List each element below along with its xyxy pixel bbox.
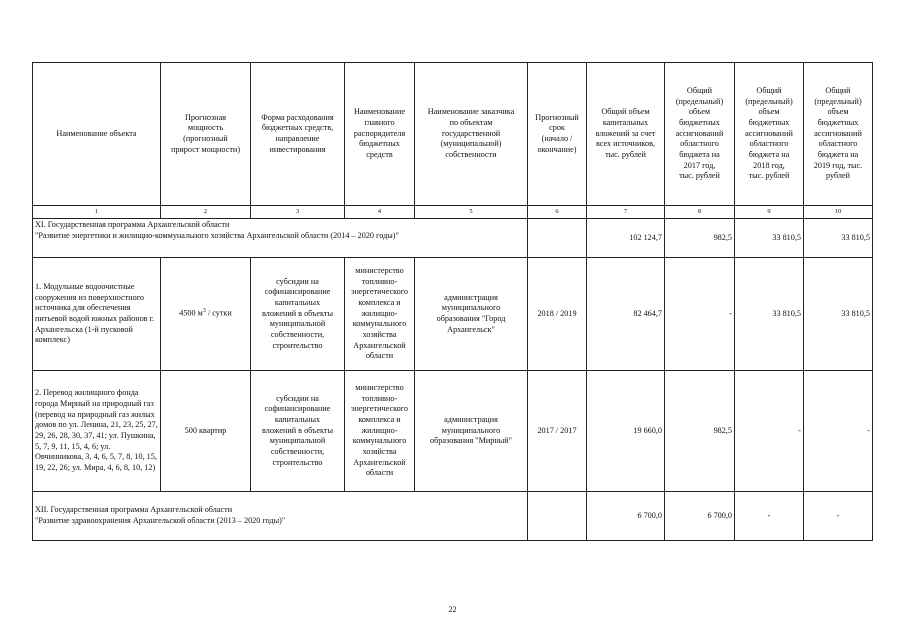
header-budget-2017: Общий (предельный) объем бюджетных ассигнований областного бюджета на 2017 год, тыс. рублей (665, 63, 735, 206)
capital-investments-table (32, 62, 873, 541)
header-total-investment: Общий объем капитальных вложений за счет всех источников, тыс. рублей (587, 63, 665, 206)
object-name: 1. Модульные водоочистные сооружения из поверхностного источника для обеспечения питьевой водой южных районов г. Архангельска (1-й пусковой комплекс) (33, 258, 161, 371)
budget-2018: - (735, 371, 804, 492)
page-number: 22 (448, 605, 457, 614)
customer: администрация муниципального образования "Город Архангельск" (415, 258, 528, 371)
header-capacity: Прогнозная мощность (прогнозный прирост мощности) (161, 63, 251, 206)
header-budget-2019: Общий (предельный) объем бюджетных ассигнований областного бюджета на 2019 год, тыс. рублей (804, 63, 873, 206)
column-number: 1 (33, 206, 161, 219)
section-budget-2019: 33 810,5 (804, 219, 873, 258)
section-row-health-program (33, 492, 873, 541)
term: 2018 / 2019 (528, 258, 587, 371)
capacity: 500 квартир (161, 371, 251, 492)
table-row (33, 371, 873, 492)
table-row (33, 258, 873, 371)
column-number: 4 (345, 206, 415, 219)
budget-2019: - (804, 371, 873, 492)
budget-manager: министерство топливно- энергетического комплекса и жилищно- коммунального хозяйства Архангельской области (345, 258, 415, 371)
spending-form: субсидии на софинансирование капитальных вложений в объекты муниципальной собственности, строительство (251, 258, 345, 371)
header-budget-2018: Общий (предельный) объем бюджетных ассигнований областного бюджета на 2018 год, тыс. рублей (735, 63, 804, 206)
empty-cell (528, 492, 587, 541)
section-row-energy-program (33, 219, 873, 258)
column-number: 3 (251, 206, 345, 219)
total-investment: 82 464,7 (587, 258, 665, 371)
section-title: XI. Государственная программа Архангельской области "Развитие энергетики и жилищно-коммунального хозяйства Архангельской области (2014 – 2020 годы)" (33, 219, 528, 258)
customer: администрация муниципального образования "Мирный" (415, 371, 528, 492)
column-number: 9 (735, 206, 804, 219)
section-total: 6 700,0 (587, 492, 665, 541)
section-title: XII. Государственная программа Архангельской области "Развитие здравоохранения Архангельской области (2013 – 2020 годы)" (33, 492, 528, 541)
column-number: 10 (804, 206, 873, 219)
budget-2017: 982,5 (665, 371, 735, 492)
total-investment: 19 660,0 (587, 371, 665, 492)
header-object-name: Наименование объекта (33, 63, 161, 206)
column-number-row (33, 206, 873, 219)
column-number: 2 (161, 206, 251, 219)
empty-cell (528, 219, 587, 258)
section-budget-2019: - (804, 492, 873, 541)
spending-form: субсидии на софинансирование капитальных вложений в объекты муниципальной собственности, строительство (251, 371, 345, 492)
object-name: 2. Перевод жилищного фонда города Мирный на природный газ (перевод на природный газ жилых домов по ул. Ленина, 21, 23, 25, 27, 29, 26, 28, 30, 37, 41; ул. Пушкина, 5, 7, 9, 11, 15, 4, 6; ул. Овчинникова, 3, 4, 6, 5, 7, 8, 10, 15, 19, 22, 26; ул. Мира, 4, 6, 8, 10, 12) (33, 371, 161, 492)
budget-2019: 33 810,5 (804, 258, 873, 371)
column-number: 7 (587, 206, 665, 219)
section-total: 102 124,7 (587, 219, 665, 258)
header-budget-manager: Наименование главного распорядителя бюджетных средств (345, 63, 415, 206)
budget-2017: - (665, 258, 735, 371)
column-number: 6 (528, 206, 587, 219)
header-row (33, 63, 873, 206)
header-spending-form: Форма расходования бюджетных средств, направление инвестирования (251, 63, 345, 206)
capacity: 4500 $м^3$ / сутки (161, 258, 251, 371)
budget-manager: министерство топливно- энергетического комплекса и жилищно- коммунального хозяйства Архангельской области (345, 371, 415, 492)
section-budget-2018: 33 810,5 (735, 219, 804, 258)
section-budget-2017: 982,5 (665, 219, 735, 258)
column-number: 8 (665, 206, 735, 219)
section-budget-2017: 6 700,0 (665, 492, 735, 541)
section-budget-2018: - (735, 492, 804, 541)
term: 2017 / 2017 (528, 371, 587, 492)
column-number: 5 (415, 206, 528, 219)
header-customer: Наименование заказчика по объектам государственной (муниципальной) собственности (415, 63, 528, 206)
budget-2018: 33 810,5 (735, 258, 804, 371)
header-term: Прогнозный срок (начало / окончание) (528, 63, 587, 206)
